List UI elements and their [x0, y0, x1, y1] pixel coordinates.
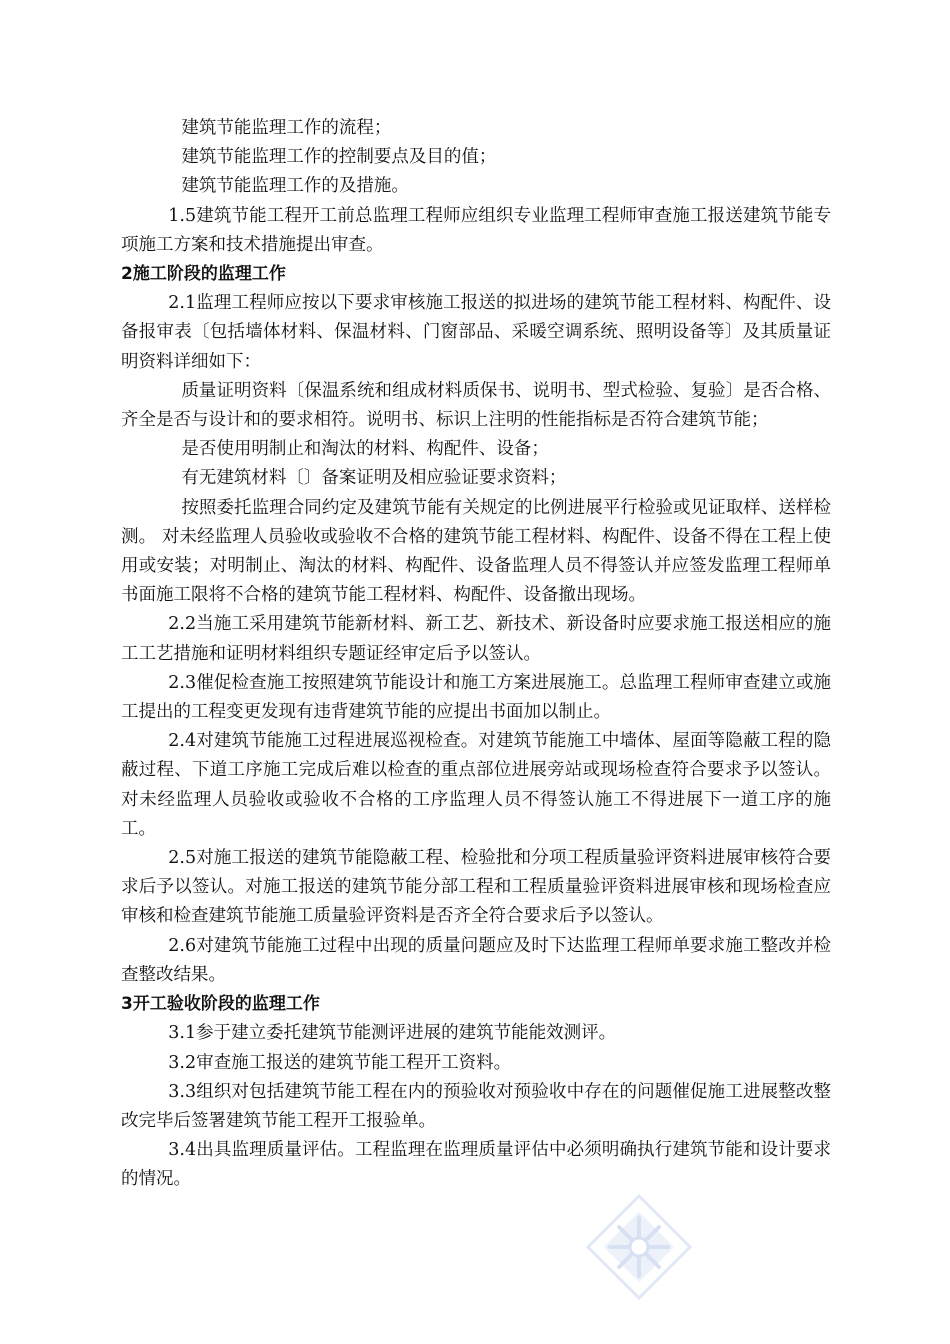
paragraph-flow: 建筑节能监理工作的流程；	[181, 118, 392, 138]
paragraph-1-5: 1.5建筑节能工程开工前总监理工程师应组织专业监理工程师审查施工报送建筑节能专项施工方案和技术措施提出审查。	[121, 205, 831, 255]
paragraph-control-points: 建筑节能监理工作的控制要点及目的值；	[181, 147, 497, 168]
paragraph-quality-docs: 质量证明资料〔保温系统和组成材料质保书、说明书、型式检验、复验〕是否合格、齐全是否与设计和的要求相符。说明书、标识上注明的性能指标是否符合建筑节能；	[121, 380, 831, 431]
paragraph-2-6: 2.6对建筑节能施工过程中出现的质量问题应及时下达监理工程师单要求施工整改并检查整改结果。	[121, 935, 831, 985]
paragraph-3-1: 3.1参于建立委托建筑节能测评进展的建筑节能能效测评。	[168, 1023, 617, 1044]
document-body	[121, 114, 831, 1195]
section-heading-3: 3开工验收阶段的监理工作	[121, 994, 320, 1015]
paragraph-2-4: 2.4对建筑节能施工过程进展巡视检查。对建筑节能施工中墙体、屋面等隐蔽工程的隐蔽过程、下道工序施工完成后难以检查的重点部位进展旁站或现场检查符合要求予以签认。对未经监理人员验收或验收不合格的工序监理人员不得签认施工不得进展下一道工序的施工。	[121, 731, 831, 839]
section-heading-2: 2施工阶段的监理工作	[121, 264, 286, 285]
paragraph-filing-certificate: 有无建筑材料〔〕备案证明及相应验证要求资料；	[181, 468, 567, 489]
paragraph-3-4: 3.4出具监理质量评估。工程监理在监理质量评估中必须明确执行建筑节能和设计要求的情况。	[121, 1140, 831, 1190]
paragraph-3-2: 3.2审查施工报送的建筑节能工程开工资料。	[168, 1052, 512, 1073]
paragraph-measures: 建筑节能监理工作的及措施。	[181, 176, 409, 197]
paragraph-2-2: 2.2当施工采用建筑节能新材料、新工艺、新技术、新设备时应要求施工报送相应的施工工艺措施和证明材料组织专题证经审定后予以签认。	[121, 614, 831, 664]
paragraph-3-3: 3.3组织对包括建筑节能工程在内的预验收对预验收中存在的问题催促施工进展整改整改完毕后签署建筑节能工程开工报验单。	[121, 1081, 831, 1131]
paragraph-2-1: 2.1监理工程师应按以下要求审核施工报送的拟进场的建筑节能工程材料、构配件、设备报审表〔包括墙体材料、保温材料、门窗部品、采暖空调系统、照明设备等〕及其质量证明资料详细如下：	[121, 293, 831, 372]
paragraph-sampling: 按照委托监理合同约定及建筑节能有关规定的比例进展平行检验或见证取样、送样检测。 对未经监理人员验收或验收不合格的建筑节能工程材料、构配件、设备不得在工程上使用或安装；对明制止、淘汰的材料、构配件、设备监理人员不得签认并应签发监理工程师单书面施工限将不合格的建筑节能工程材料、构配件、设备撤出现场。	[121, 497, 831, 606]
paragraph-2-3: 2.3催促检查施工按照建筑节能设计和施工方案进展施工。总监理工程师审查建立或施工提出的工程变更发现有违背建筑节能的应提出书面加以制止。	[121, 672, 831, 723]
paragraph-2-5: 2.5对施工报送的建筑节能隐蔽工程、检验批和分项工程质量验评资料进展审核符合要求后予以签认。对施工报送的建筑节能分部工程和工程质量验评资料进展审核和现场检查应审核和检查建筑节能施工质量验评资料是否齐全符合要求后予以签认。	[121, 848, 831, 927]
snowflake-logo-icon	[584, 1192, 694, 1302]
paragraph-banned-materials: 是否使用明制止和淘汰的材料、构配件、设备；	[181, 439, 549, 460]
